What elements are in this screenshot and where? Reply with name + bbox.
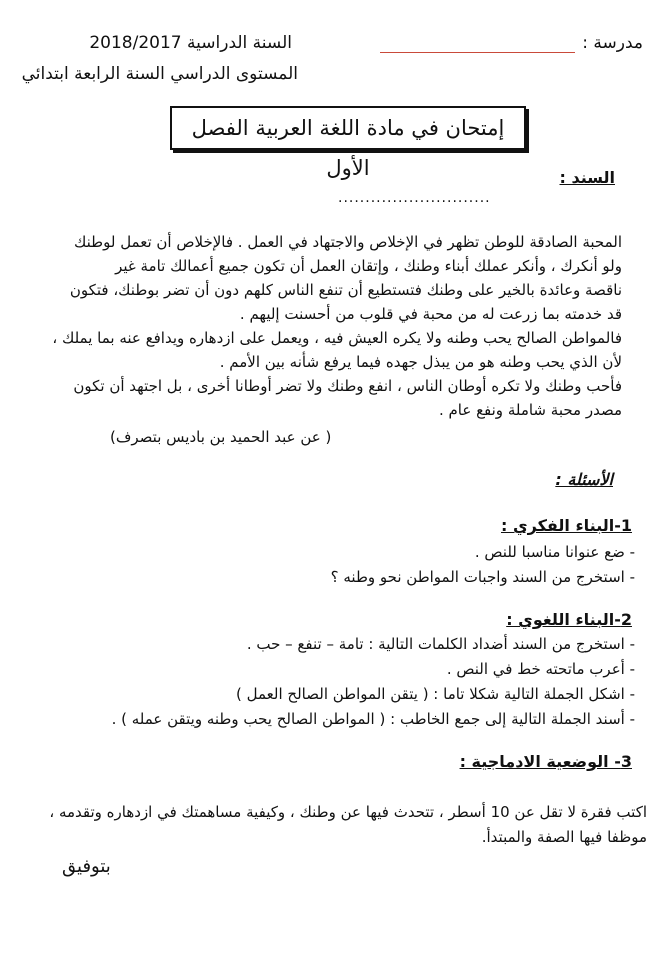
grade-level: المستوى الدراسي السنة الرابعة ابتدائي [21, 64, 298, 84]
text-source: ( عن عبد الحميد بن باديس بتصرف) [110, 428, 332, 446]
question-item: - ضع عنوانا مناسبا للنص . [474, 543, 635, 561]
school-label: مدرسة : [582, 33, 643, 53]
school-year: السنة الدراسية 2018/2017 [89, 33, 292, 53]
text-title-blank: ............................ [338, 190, 491, 206]
text-section-label: السند : [559, 168, 615, 187]
question-item: - اشكل الجملة التالية شكلا تاما : ( يتقن المواطن الصالح العمل ) [236, 685, 635, 703]
text-line: قد خدمته بما زرعت له من محبة في قلوب من أحسنت إليهم . [239, 305, 622, 323]
text-line: مصدر محبة شاملة ونفع عام . [438, 401, 622, 419]
part1-title: 1-البناء الفكري : [501, 516, 632, 535]
school-name-line [380, 52, 575, 53]
part2-title: 2-البناء اللغوي : [506, 610, 632, 629]
text-line: المحبة الصادقة للوطن تظهر في الإخلاص والاجتهاد في العمل . فالإخلاص أن تعمل لوطنك [74, 233, 622, 251]
question-item: - أعرب ماتحته خط في النص . [446, 660, 635, 678]
text-line: لأن الذي يحب وطنه هو من يبذل جهده فيما يرفع شأنه بين الأمم . [219, 353, 622, 371]
question-item: - استخرج من السند أضداد الكلمات التالية : تامة – تنفع – حب . [246, 635, 635, 653]
text-line: ناقصة وعائدة بالخير على وطنك فتستطيع أن تنفع الناس كلهم دون أن تضر بوطنك، فتكون [69, 281, 622, 299]
text-line: فأحب وطنك ولا تكره أوطان الناس ، انفع وطنك ولا تضر أوطانا أخرى ، بل اجتهد أن تكون [73, 377, 622, 395]
question-item: - أسند الجملة التالية إلى جمع الخاطب : ( المواطن الصالح يحب وطنه ويتقن عمله ) . [111, 710, 635, 728]
task-line: اكتب فقرة لا تقل عن 10 أسطر ، تتحدث فيها عن وطنك ، وكيفية مساهمتك في ازدهاره وتقدمه ، [49, 803, 647, 821]
part1-questions [331, 540, 635, 590]
task-line: موظفا فيها الصفة والمبتدأ. [481, 828, 647, 846]
question-item: - استخرج من السند واجبات المواطن نحو وطنه ؟ [330, 568, 635, 586]
text-line: ولو أنكرك ، وأنكر عملك أبناء وطنك ، وإتقان العمل أن تكون جميع أعمالك تامة غير [115, 257, 622, 275]
closing-wish: بتوفيق [62, 856, 111, 877]
text-line: فالمواطن الصالح يحب وطنه ولا يكره العيش فيه ، ويعمل على ازدهاره ويدافع عنه بما يملك ، [52, 329, 622, 347]
part3-task [49, 800, 647, 850]
questions-label: الأسئلة : [555, 470, 613, 489]
reading-text [42, 230, 622, 422]
part2-questions [112, 632, 635, 732]
part3-title: 3- الوضعية الادماجية : [459, 752, 632, 771]
exam-title: إمتحان في مادة اللغة العربية الفصل الأول [170, 106, 526, 150]
